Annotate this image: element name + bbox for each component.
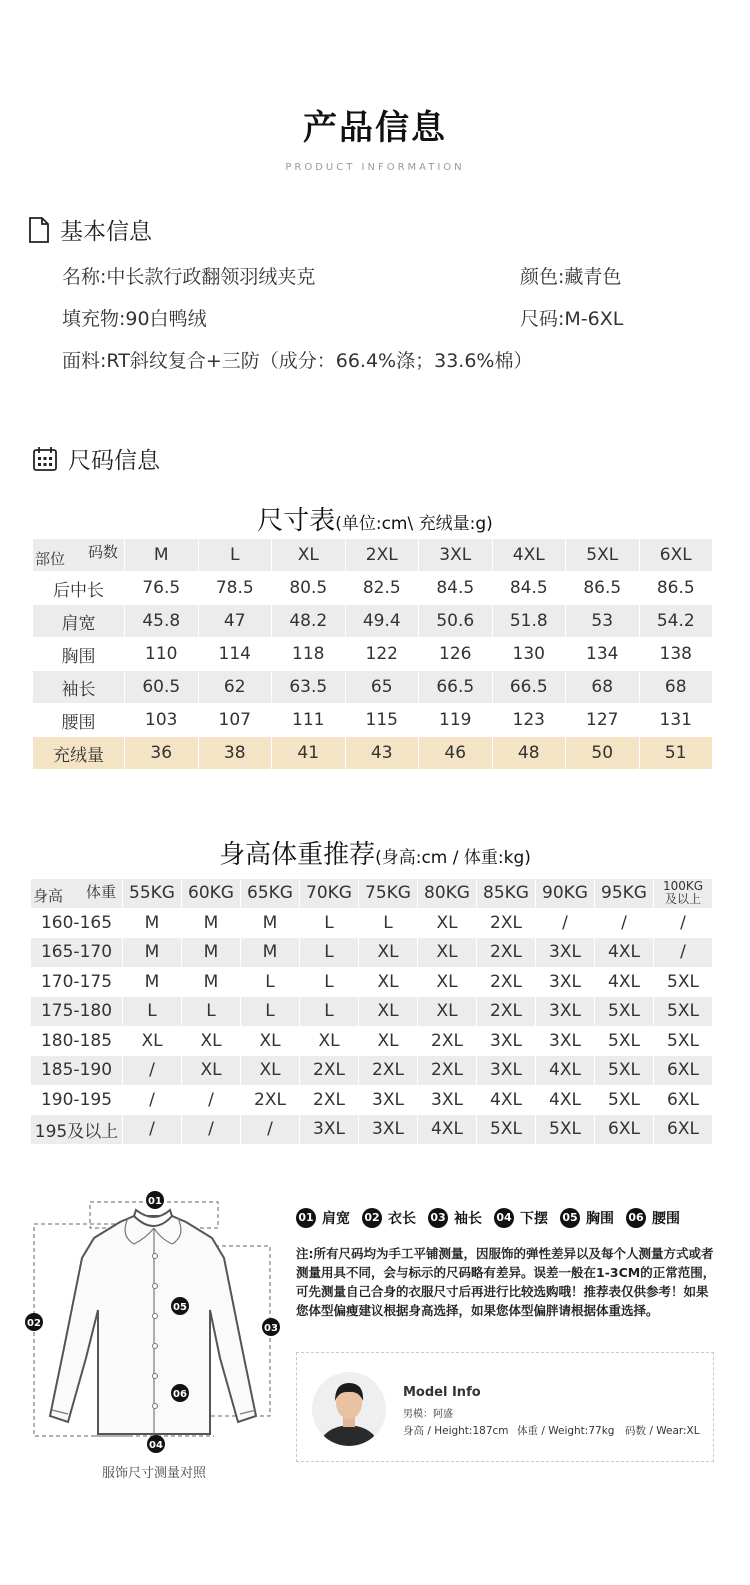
legend-item (560, 1208, 614, 1228)
svg-text:06: 06 (173, 1389, 187, 1400)
model-weight-value: 77kg (588, 1425, 615, 1437)
table-cell: 5XL (536, 1115, 595, 1145)
table-cell: XL (418, 967, 477, 997)
recommend-table-header (31, 879, 713, 909)
legend-item (428, 1208, 482, 1228)
marker-01 (146, 1191, 164, 1209)
table-cell: L (300, 908, 359, 938)
row-label: 180-185 (31, 1026, 123, 1056)
table-row (33, 638, 713, 671)
table-cell: / (536, 908, 595, 938)
table-cell: 46 (419, 737, 493, 770)
weight-column-header: 65KG (241, 879, 300, 909)
product-fabric: 面料:RT斜纹复合+三防（成分：66.4%涤；33.6%棉） (62, 350, 533, 372)
weight-column-header-last (654, 879, 713, 909)
row-label: 后中长 (33, 572, 125, 605)
table-cell: XL (359, 997, 418, 1027)
table-cell: 119 (419, 704, 493, 737)
table-cell: 4XL (536, 1085, 595, 1115)
last-col-line1: 100KG (662, 879, 704, 894)
size-column-header: M (125, 539, 199, 572)
size-table (32, 538, 713, 770)
shirt-diagram (24, 1188, 284, 1458)
table-cell: 43 (345, 737, 419, 770)
table-cell: 5XL (595, 1085, 654, 1115)
table-row (31, 997, 713, 1027)
row-label: 185-190 (31, 1056, 123, 1086)
table-cell: XL (182, 1026, 241, 1056)
table-row (33, 605, 713, 638)
table-cell: 5XL (595, 1056, 654, 1086)
table-cell: 86.5 (639, 572, 713, 605)
table-cell: 4XL (418, 1115, 477, 1145)
legend-item (494, 1208, 548, 1228)
size-table-title (0, 500, 750, 537)
table-cell: 63.5 (272, 671, 346, 704)
table-cell: M (182, 938, 241, 968)
model-height-label: 身高 / Height: (403, 1425, 473, 1437)
table-cell: 4XL (536, 1056, 595, 1086)
row-label: 袖长 (33, 671, 125, 704)
size-info-heading (32, 442, 160, 475)
corner-top: 码数 (87, 543, 118, 561)
svg-text:04: 04 (149, 1440, 163, 1451)
table-cell: 5XL (595, 1026, 654, 1056)
table-cell: 50.6 (419, 605, 493, 638)
weight-column-header: 85KG (477, 879, 536, 909)
size-table-title-text: 尺寸表 (257, 506, 336, 536)
marker-06 (171, 1384, 189, 1402)
last-col-line2: 及以上 (664, 892, 701, 907)
table-cell: 66.5 (419, 671, 493, 704)
table-cell: XL (418, 908, 477, 938)
svg-text:05: 05 (173, 1302, 187, 1313)
model-info-box (296, 1352, 714, 1462)
recommend-table-title-text: 身高体重推荐 (219, 840, 376, 870)
table-cell: XL (418, 938, 477, 968)
model-name: 男模：阿盛 (403, 1409, 453, 1420)
svg-text:02: 02 (27, 1318, 41, 1329)
basic-info-heading (28, 213, 152, 246)
table-cell: 110 (125, 638, 199, 671)
table-cell: 5XL (477, 1115, 536, 1145)
row-label: 175-180 (31, 997, 123, 1027)
table-row (31, 1056, 713, 1086)
table-cell: 5XL (654, 1026, 713, 1056)
row-label: 170-175 (31, 967, 123, 997)
corner-bottom: 部位 (35, 550, 66, 568)
table-cell: 65 (345, 671, 419, 704)
table-row (33, 572, 713, 605)
table-cell: 5XL (654, 967, 713, 997)
model-weight (517, 1423, 614, 1438)
table-cell: 5XL (654, 997, 713, 1027)
table-cell: 2XL (477, 967, 536, 997)
model-avatar (311, 1371, 387, 1447)
table-cell: 45.8 (125, 605, 199, 638)
table-cell: L (300, 997, 359, 1027)
product-filling: 填充物:90白鸭绒 (62, 308, 207, 330)
table-cell: 3XL (536, 997, 595, 1027)
table-cell: 2XL (477, 997, 536, 1027)
model-wear-value: XL (686, 1425, 700, 1437)
size-column-header: L (198, 539, 272, 572)
table-cell: L (241, 967, 300, 997)
corner-top: 体重 (85, 883, 116, 901)
table-row (33, 671, 713, 704)
table-cell: L (300, 967, 359, 997)
table-cell: 2XL (418, 1056, 477, 1086)
table-cell: 68 (566, 671, 640, 704)
table-cell: 36 (125, 737, 199, 770)
legend-number-badge: 03 (428, 1208, 448, 1228)
page-title: 产品信息 (303, 108, 447, 148)
table-cell: 2XL (477, 938, 536, 968)
table-cell: 82.5 (345, 572, 419, 605)
legend-number-badge: 02 (362, 1208, 382, 1228)
row-label: 160-165 (31, 908, 123, 938)
table-cell: L (182, 997, 241, 1027)
table-cell: 4XL (595, 938, 654, 968)
table-cell: / (654, 908, 713, 938)
table-cell: XL (359, 1026, 418, 1056)
size-info-heading-label: 尺码信息 (68, 448, 160, 474)
size-column-header: 4XL (492, 539, 566, 572)
table-cell: / (654, 938, 713, 968)
table-cell: 84.5 (492, 572, 566, 605)
size-table-corner (33, 539, 125, 572)
table-cell: XL (241, 1026, 300, 1056)
table-cell: / (182, 1115, 241, 1145)
row-label: 肩宽 (33, 605, 125, 638)
table-cell: M (123, 938, 182, 968)
legend-item (626, 1208, 680, 1228)
document-icon (28, 217, 50, 243)
table-cell: 49.4 (345, 605, 419, 638)
marker-03 (262, 1318, 280, 1336)
table-cell: 66.5 (492, 671, 566, 704)
measurement-note: 注:所有尺码均为手工平铺测量，因服饰的弹性差异以及每个人测量方式或者测量用具不同，会与标示的尺码略有差异。误差一般在1-3CM的正常范围，可先测量自己合身的衣服尺寸后再进行比较选购哦！推荐表仅供参考！如果您体型偏瘦建议根据身高选择，如果您体型偏胖请根据体重选择。 (296, 1246, 716, 1318)
table-cell: 51 (639, 737, 713, 770)
table-cell: 48.2 (272, 605, 346, 638)
table-cell: 3XL (418, 1085, 477, 1115)
row-label: 195及以上 (31, 1115, 123, 1145)
table-cell: L (241, 997, 300, 1027)
table-cell: XL (418, 997, 477, 1027)
legend-number-badge: 05 (560, 1208, 580, 1228)
table-cell: XL (182, 1056, 241, 1086)
table-cell: 3XL (359, 1115, 418, 1145)
corner-bottom: 身高 (33, 886, 64, 905)
table-cell: 6XL (654, 1056, 713, 1086)
size-column-header: 2XL (345, 539, 419, 572)
table-cell: M (241, 938, 300, 968)
page-subtitle: PRODUCT INFORMATION (285, 162, 465, 173)
table-cell: 41 (272, 737, 346, 770)
legend-label: 下摆 (520, 1211, 548, 1227)
weight-column-header: 75KG (359, 879, 418, 909)
table-row (31, 938, 713, 968)
table-cell: 2XL (359, 1056, 418, 1086)
row-label: 190-195 (31, 1085, 123, 1115)
row-label: 165-170 (31, 938, 123, 968)
table-cell: 134 (566, 638, 640, 671)
model-weight-label: 体重 / Weight: (517, 1425, 589, 1437)
svg-text:03: 03 (264, 1323, 278, 1334)
table-cell: 115 (345, 704, 419, 737)
table-cell: 4XL (477, 1085, 536, 1115)
size-column-header: XL (272, 539, 346, 572)
table-cell: 2XL (300, 1056, 359, 1086)
table-cell: XL (300, 1026, 359, 1056)
svg-text:01: 01 (148, 1196, 162, 1207)
table-cell: 127 (566, 704, 640, 737)
table-cell: 53 (566, 605, 640, 638)
table-cell: 114 (198, 638, 272, 671)
table-row (31, 1026, 713, 1056)
product-size-range: 尺码:M-6XL (520, 308, 624, 330)
table-row (33, 704, 713, 737)
row-label: 腰围 (33, 704, 125, 737)
row-label: 充绒量 (33, 737, 125, 770)
table-cell: / (182, 1085, 241, 1115)
table-cell: / (123, 1115, 182, 1145)
table-row (31, 1085, 713, 1115)
table-cell: XL (241, 1056, 300, 1086)
table-cell: / (595, 908, 654, 938)
model-wear-label: 码数 / Wear: (625, 1425, 687, 1437)
table-cell: 111 (272, 704, 346, 737)
table-cell: 3XL (536, 938, 595, 968)
table-cell: M (182, 908, 241, 938)
table-row (33, 737, 713, 770)
table-cell: 3XL (359, 1085, 418, 1115)
table-row (31, 967, 713, 997)
table-cell: 2XL (241, 1085, 300, 1115)
size-column-header: 5XL (566, 539, 640, 572)
size-table-header (33, 539, 713, 572)
table-cell: 6XL (654, 1115, 713, 1145)
table-cell: 6XL (595, 1115, 654, 1145)
table-cell: 86.5 (566, 572, 640, 605)
legend-item (296, 1208, 350, 1228)
table-row (31, 1115, 713, 1145)
table-cell: 62 (198, 671, 272, 704)
table-cell: 3XL (536, 967, 595, 997)
table-cell: 118 (272, 638, 346, 671)
diagram-caption: 服饰尺寸测量对照 (101, 1466, 206, 1481)
table-cell: 131 (639, 704, 713, 737)
table-cell: 47 (198, 605, 272, 638)
table-cell: 107 (198, 704, 272, 737)
table-cell: 38 (198, 737, 272, 770)
weight-column-header: 60KG (182, 879, 241, 909)
table-cell: 3XL (477, 1026, 536, 1056)
table-row (31, 908, 713, 938)
recommend-table-title (0, 834, 750, 871)
table-cell: M (241, 908, 300, 938)
table-cell: / (123, 1056, 182, 1086)
table-cell: 48 (492, 737, 566, 770)
table-cell: 126 (419, 638, 493, 671)
table-cell: 60.5 (125, 671, 199, 704)
measure-legend (296, 1208, 692, 1228)
table-cell: 2XL (300, 1085, 359, 1115)
weight-column-header: 90KG (536, 879, 595, 909)
legend-label: 袖长 (454, 1211, 482, 1227)
weight-column-header: 55KG (123, 879, 182, 909)
legend-number-badge: 01 (296, 1208, 316, 1228)
table-cell: 54.2 (639, 605, 713, 638)
weight-column-header: 70KG (300, 879, 359, 909)
legend-number-badge: 06 (626, 1208, 646, 1228)
marker-02 (25, 1313, 43, 1331)
legend-label: 衣长 (388, 1211, 416, 1227)
marker-05 (171, 1297, 189, 1315)
recommend-table (30, 878, 713, 1145)
table-cell: L (123, 997, 182, 1027)
table-cell: 50 (566, 737, 640, 770)
table-cell: M (182, 967, 241, 997)
legend-label: 胸围 (586, 1211, 614, 1227)
table-cell: L (359, 908, 418, 938)
model-wear (625, 1423, 700, 1438)
table-cell: 84.5 (419, 572, 493, 605)
table-cell: 122 (345, 638, 419, 671)
table-cell: 68 (639, 671, 713, 704)
table-cell: 6XL (654, 1085, 713, 1115)
recommend-table-corner (31, 879, 123, 909)
table-cell: XL (359, 938, 418, 968)
weight-column-header: 95KG (595, 879, 654, 909)
table-cell: 130 (492, 638, 566, 671)
model-height-value: 187cm (472, 1425, 509, 1437)
table-cell: M (123, 967, 182, 997)
legend-number-badge: 04 (494, 1208, 514, 1228)
calendar-icon (32, 446, 58, 472)
table-cell: 138 (639, 638, 713, 671)
weight-column-header: 80KG (418, 879, 477, 909)
table-cell: 4XL (595, 967, 654, 997)
table-cell: 80.5 (272, 572, 346, 605)
table-cell: / (241, 1115, 300, 1145)
size-table-unit: (单位:cm\ 充绒量:g) (335, 514, 493, 534)
table-cell: 76.5 (125, 572, 199, 605)
model-height (403, 1423, 509, 1438)
table-cell: XL (123, 1026, 182, 1056)
table-cell: 103 (125, 704, 199, 737)
table-cell: XL (359, 967, 418, 997)
product-color: 颜色:藏青色 (520, 266, 622, 288)
table-cell: 5XL (595, 997, 654, 1027)
product-name: 名称:中长款行政翻领羽绒夹克 (62, 266, 316, 288)
legend-label: 肩宽 (322, 1211, 350, 1227)
table-cell: 51.8 (492, 605, 566, 638)
size-column-header: 6XL (639, 539, 713, 572)
basic-info-heading-label: 基本信息 (60, 219, 152, 245)
legend-item (362, 1208, 416, 1228)
table-cell: L (300, 938, 359, 968)
table-cell: 2XL (477, 908, 536, 938)
size-column-header: 3XL (419, 539, 493, 572)
table-cell: 3XL (300, 1115, 359, 1145)
legend-label: 腰围 (652, 1211, 680, 1227)
table-cell: 2XL (418, 1026, 477, 1056)
table-cell: / (123, 1085, 182, 1115)
recommend-table-unit: (身高:cm / 体重:kg) (375, 848, 531, 868)
table-cell: 123 (492, 704, 566, 737)
table-cell: 3XL (536, 1026, 595, 1056)
table-cell: 78.5 (198, 572, 272, 605)
marker-04 (147, 1435, 165, 1453)
row-label: 胸围 (33, 638, 125, 671)
model-info-title: Model Info (403, 1385, 481, 1400)
table-cell: M (123, 908, 182, 938)
table-cell: 3XL (477, 1056, 536, 1086)
